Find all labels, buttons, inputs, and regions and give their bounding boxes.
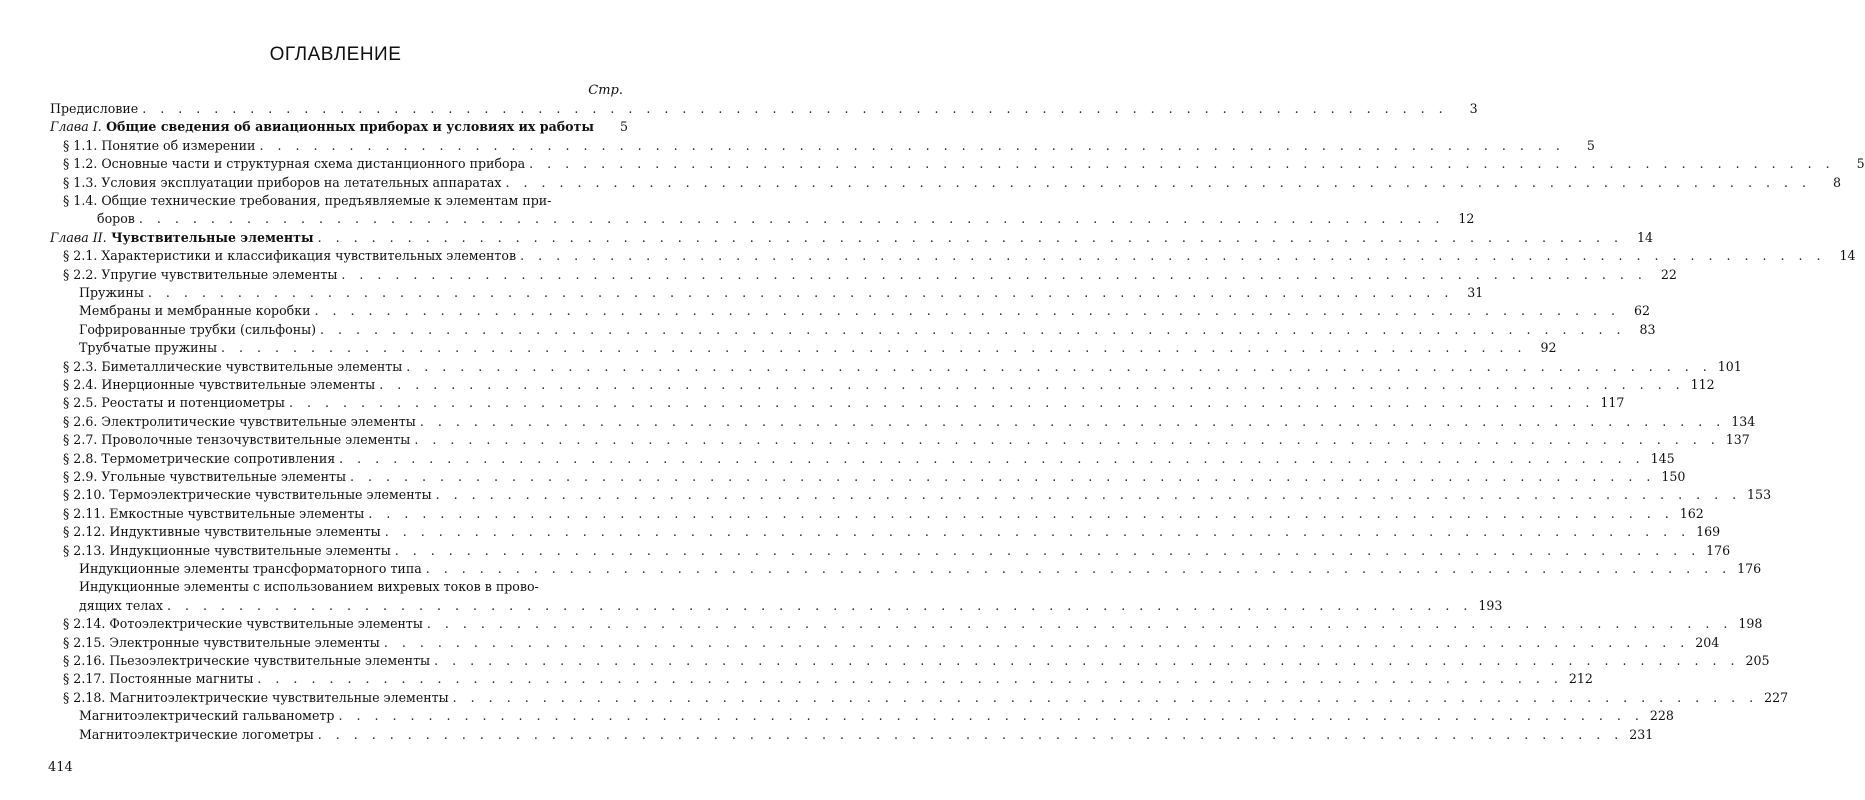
toc-entry <box>63 652 1770 670</box>
toc-entry-text: Индукционные элементы с использованием вихревых токов в прово- <box>79 579 539 595</box>
leader-dots: . . . . . . . . . . . . . . . . . . . . . . . . . . . . . . . . . . . . . . . . . . . . . . . . . . . . . . . . . . . . . . . . . . . . . . . . . <box>434 653 1740 668</box>
leader-dots: . . . . . . . . . . . . . . . . . . . . . . . . . . . . . . . . . . . . . . . . . . . . . . . . . . . . . . . . . . . . . . . . . . . . . . . . . <box>426 616 1733 632</box>
leader-dots: . . . . . . . . . . . . . . . . . . . . . . . . . . . . . . . . . . . . . . . . . . . . . . . . . . . . . . . . . . . . . . . . . . . . . . . . . <box>166 597 1473 613</box>
toc-entry-text: § 1.4. Общие технические требования, предъявляемые к элементам при- <box>63 193 552 208</box>
toc-entry-text: Чувствительные элементы <box>111 229 314 245</box>
toc-entry-text: § 2.13. Индукционные чувствительные элементы <box>63 542 391 558</box>
toc-page-number: 22 <box>1660 266 1677 282</box>
toc-entry-text: Магнитоэлектрический гальванометр <box>79 708 335 724</box>
toc-entry-text: § 2.3. Биметаллические чувствительные элементы <box>63 358 403 374</box>
toc-entry <box>63 486 1772 504</box>
leader-dots: . . . . . . . . . . . . . . . . . . . . . . . . . . . . . . . . . . . . . . . . . . . . . . . . . . . . . . . . . . . . . . . . . . . . . . . . . <box>368 505 1674 521</box>
toc-page-number: 101 <box>1717 358 1742 374</box>
toc-page-number: 14 <box>1637 229 1654 245</box>
toc-entry <box>79 707 1674 725</box>
leader-dots: . . . . . . . . . . . . . . . . . . . . . . . . . . . . . . . . . . . . . . . . . . . . . . . . . . . . . . . . . . . . . . . . . . . . . . . . . <box>338 708 1644 724</box>
leader-dots: . . . . . . . . . . . . . . . . . . . . . . . . . . . . . . . . . . . . . . . . . . . . . . . . . . . . . . . . . . . . . . . . . . . . . . . . . <box>529 156 1835 172</box>
toc-entry <box>63 394 1625 412</box>
leader-dots: . . . . . . . . . . . . . . . . . . . . . . . . . . . . . . . . . . . . . . . . . . . . . . . . . . . . . . . . . . . . . . . . . . . . . . . . . <box>320 321 1626 337</box>
toc-page-number: 204 <box>1695 634 1720 650</box>
toc-entry-text-cont: дящих телах <box>79 597 163 613</box>
toc-entry-text: Гофрированные трубки (сильфоны) <box>79 321 317 337</box>
toc-page-number: 8 <box>1832 174 1841 190</box>
toc-page-number: 5 <box>1856 156 1865 172</box>
leader-dots: . . . . . . . . . . . . . . . . . . . . . . . . . . . . . . . . . . . . . . . . . . . . . . . . . . . . . . . . . . . . . . . . . . . . . . . . . <box>435 487 1742 503</box>
toc-page-number: 153 <box>1747 487 1772 503</box>
toc-entry <box>79 560 1762 578</box>
chapter-label: Глава II. <box>50 229 107 245</box>
leader-dots: . . . . . . . . . . . . . . . . . . . . . . . . . . . . . . . . . . . . . . . . . . . . . . . . . . . . . . . . . . . . . . . . . . . . . . . . . <box>394 542 1701 558</box>
toc-entry <box>63 137 1595 155</box>
toc-page-number: 5 <box>1586 137 1595 153</box>
leader-dots: . . . . . . . . . . . . . . . . . . . . . . . . . . . . . . . . . . . . . . . . . . . . . . . . . . . . . . . . . . . . . . . . . . . . . . . . . <box>414 432 1720 448</box>
toc-entry-text: Индукционные элементы трансформаторного типа <box>79 561 422 576</box>
toc-page-number: 198 <box>1738 616 1763 632</box>
leader-dots: . . . . . . . . . . . . . . . . . . . . . . . . . . . . . . . . . . . . . . . . . . . . . . . . . . . . . . . . . . . . . . . . . . . . . . . . . <box>314 303 1620 319</box>
toc-entry-text: § 2.8. Термометрические сопротивления <box>63 450 336 466</box>
toc-entry <box>63 615 1763 633</box>
leader-dots: . . . . . . . . . . . . . . . . . . . . . . . . . . . . . . . . . . . . . . . . . . . . . . . . . . . . . . . . . . . . . . . . . . . . . . . . . <box>384 524 1691 540</box>
toc-entry <box>63 689 1789 707</box>
toc-entry-text: § 2.14. Фотоэлектрические чувствительные элементы <box>63 616 423 632</box>
leader-dots: . . . . . . . . . . . . . . . . . . . . . . . . . . . . . . . . . . . . . . . . . . . . . . . . . . . . . . . . . . . . . . . . . . . . . . . . . <box>341 266 1647 282</box>
toc-entry-text: § 2.4. Инерционные чувствительные элементы <box>63 377 376 392</box>
toc-page-number: 176 <box>1737 561 1762 576</box>
toc-entry <box>79 726 1654 744</box>
toc-entry <box>50 229 1654 247</box>
toc-entry <box>63 266 1677 284</box>
toc-entry-text: § 1.1. Понятие об измерении <box>63 137 256 153</box>
toc-entry-text: Пружины <box>79 285 144 300</box>
toc-entry-text: § 2.17. Постоянные магниты <box>63 671 254 687</box>
toc-entry-text: Трубчатые пружины <box>79 340 217 356</box>
toc-entry <box>63 450 1675 468</box>
toc-entry <box>63 413 1756 431</box>
toc-page-number: 14 <box>1839 248 1856 264</box>
toc-entry-text: § 2.6. Электролитические чувствительные элементы <box>63 413 416 429</box>
leader-dots: . . . . . . . . . . . . . . . . . . . . . . . . . . . . . . . . . . . . . . . . . . . . . . . . . . . . . . . . . . . . . . . . . . . . . . . . . <box>142 101 1448 116</box>
toc-entry-text: § 1.2. Основные части и структурная схема дистанционного прибора <box>63 156 526 172</box>
leader-dots: . . . . . . . . . . . . . . . . . . . . . . . . . . . . . . . . . . . . . . . . . . . . . . . . . . . . . . . . . . . . . . . . . . . . . . . . . <box>520 248 1826 264</box>
page-column-label: Стр. <box>588 83 623 98</box>
toc-page-number: 193 <box>1478 597 1503 613</box>
leader-dots: . . . . . . . . . . . . . . . . . . . . . . . . . . . . . . . . . . . . . . . . . . . . . . . . . . . . . . . . . . . . . . . . . . . . . . . . . <box>425 561 1732 576</box>
toc-entry-text: Предисловие <box>50 101 139 116</box>
page-number: 414 <box>48 760 73 775</box>
toc-entry <box>63 542 1731 560</box>
toc-page-number: 117 <box>1600 395 1625 411</box>
toc-page-number: 31 <box>1467 285 1484 300</box>
toc-entry-text: § 1.3. Условия эксплуатации приборов на летательных аппаратах <box>63 174 502 190</box>
chapter-label: Глава I. <box>50 119 102 135</box>
toc-entry-text: § 2.16. Пьезоэлектрические чувствительные элементы <box>63 653 431 668</box>
toc-entry-text: Магнитоэлектрические логометры <box>79 726 314 742</box>
toc-page-number: 212 <box>1568 671 1593 687</box>
toc-entry <box>63 155 1865 173</box>
toc-entry-text: § 2.12. Индуктивные чувствительные элементы <box>63 524 381 540</box>
leader-dots: . . . . . . . . . . . . . . . . . . . . . . . . . . . . . . . . . . . . . . . . . . . . . . . . . . . . . . . . . . . . . . . . . . . . . . . . . <box>221 340 1527 356</box>
toc-entry-text: § 2.5. Реостаты и потенциометры <box>63 395 285 411</box>
toc-page-number: 12 <box>1458 211 1475 227</box>
toc-entry <box>63 468 1686 486</box>
toc-entry-text: § 2.11. Емкостные чувствительные элементы <box>63 505 365 521</box>
toc-page-number: 150 <box>1661 469 1686 484</box>
leader-dots: . . . . . . . . . . . . . . . . . . . . . . . . . . . . . . . . . . . . . . . . . . . . . . . . . . . . . . . . . . . . . . . . . . . . . . . . . <box>288 395 1595 411</box>
toc-page-number: 92 <box>1540 340 1557 356</box>
toc-page-number: 62 <box>1633 303 1650 319</box>
leader-dots: . . . . . . . . . . . . . . . . . . . . . . . . . . . . . . . . . . . . . . . . . . . . . . . . . . . . . . . . . . . . . . . . . . . . . . . . . <box>505 174 1811 190</box>
toc-page-number: 137 <box>1725 432 1750 448</box>
toc-page-number: 227 <box>1764 689 1789 705</box>
leader-dots: . . . . . . . . . . . . . . . . . . . . . . . . . . . . . . . . . . . . . . . . . . . . . . . . . . . . . . . . . . . . . . . . . . . . . . . . . <box>147 285 1454 300</box>
toc-entry <box>63 431 1750 449</box>
toc-page-number: 3 <box>1469 101 1478 116</box>
toc-page-number: 231 <box>1629 726 1654 742</box>
toc-entry <box>79 284 1484 302</box>
leader-dots: . . . . . . . . . . . . . . . . . . . . . . . . . . . . . . . . . . . . . . . . . . . . . . . . . . . . . . . . . . . . . . . . . . . . . . . . . <box>406 358 1712 374</box>
toc-entry-text: § 2.7. Проволочные тензочувствительные элементы <box>63 432 411 448</box>
toc-entry-text: § 2.15. Электронные чувствительные элементы <box>63 634 380 650</box>
leader-dots: . . . . . . . . . . . . . . . . . . . . . . . . . . . . . . . . . . . . . . . . . . . . . . . . . . . . . . . . . . . . . . . . . . . . . . . . . <box>452 689 1759 705</box>
toc-entry-line1 <box>63 192 551 210</box>
toc-page-number: 169 <box>1696 524 1721 540</box>
page-title: ОГЛАВЛЕНИЕ <box>269 44 402 65</box>
toc-page-number: 83 <box>1639 321 1656 337</box>
toc-page-number: 205 <box>1745 653 1770 668</box>
leader-dots: . . . . . . . . . . . . . . . . . . . . . . . . . . . . . . . . . . . . . . . . . . . . . . . . . . . . . . . . . . . . . . . . . . . . . . . . . <box>257 671 1563 687</box>
leader-dots: . . . . . . . . . . . . . . . . . . . . . . . . . . . . . . . . . . . . . . . . . . . . . . . . . . . . . . . . . . . . . . . . . . . . . . . . . <box>339 450 1645 466</box>
leader-dots: . . . . . . . . . . . . . . . . . . . . . . . . . . . . . . . . . . . . . . . . . . . . . . . . . . . . . . . . . . . . . . . . . . . . . . . . . <box>317 229 1624 245</box>
toc-entry-text: § 2.9. Угольные чувствительные элементы <box>63 469 346 484</box>
toc-entry-text: § 2.2. Упругие чувствительные элементы <box>63 266 338 282</box>
toc-entry-text-cont: боров <box>97 211 135 227</box>
toc-page-number: 112 <box>1690 377 1715 392</box>
toc-page-number: 145 <box>1650 450 1675 466</box>
toc-page-number: 5 <box>619 119 628 135</box>
toc-entry <box>79 339 1557 357</box>
toc-entry <box>63 247 1856 265</box>
toc-entry-text: Мембраны и мембранные коробки <box>79 303 311 319</box>
toc-entry <box>63 523 1721 541</box>
toc-entry-text: § 2.18. Магнитоэлектрические чувствительные элементы <box>63 689 449 705</box>
leader-dots: . . . . . . . . . . . . . . . . . . . . . . . . . . . . . . . . . . . . . . . . . . . . . . . . . . . . . . . . . . . . . . . . . . . . . . . . . <box>259 137 1565 153</box>
toc-entry <box>79 302 1650 320</box>
leader-dots: . . . . . . . . . . . . . . . . . . . . . . . . . . . . . . . . . . . . . . . . . . . . . . . . . . . . . . . . . . . . . . . . . . . . . . . . . <box>379 377 1685 392</box>
leader-dots: . . . . . . . . . . . . . . . . . . . . . . . . . . . . . . . . . . . . . . . . . . . . . . . . . . . . . . . . . . . . . . . . . . . . . . . . . <box>138 211 1445 227</box>
toc-entry-text: Общие сведения об авиационных приборах и условиях их работы <box>106 119 594 135</box>
toc-entry-text: § 2.1. Характеристики и классификация чувствительных элементов <box>63 248 517 264</box>
toc-entry <box>63 210 1475 228</box>
toc-entry <box>63 634 1720 652</box>
toc-page-number: 176 <box>1706 542 1731 558</box>
toc-entry <box>50 118 628 136</box>
leader-dots: . . . . . . . . . . . . . . . . . . . . . . . . . . . . . . . . . . . . . . . . . . . . . . . . . . . . . . . . . . . . . . . . . . . . . . . . . <box>419 413 1726 429</box>
toc-entry <box>79 321 1656 339</box>
leader-dots: . . . . . . . . . . . . . . . . . . . . . . . . . . . . . . . . . . . . . . . . . . . . . . . . . . . . . . . . . . . . . . . . . . . . . . . . . <box>349 469 1656 484</box>
toc-entry <box>63 505 1704 523</box>
toc-page-number: 162 <box>1679 505 1704 521</box>
toc-page-number: 134 <box>1731 413 1756 429</box>
toc-page-number: 228 <box>1649 708 1674 724</box>
toc-entry-line1 <box>79 578 539 596</box>
toc-entry <box>63 174 1841 192</box>
leader-dots: . . . . . . . . . . . . . . . . . . . . . . . . . . . . . . . . . . . . . . . . . . . . . . . . . . . . . . . . . . . . . . . . . . . . . . . . . <box>317 726 1624 742</box>
toc-entry <box>63 376 1715 394</box>
leader-dots: . . . . . . . . . . . . . . . . . . . . . . . . . . . . . . . . . . . . . . . . . . . . . . . . . . . . . . . . . . . . . . . . . . . . . . . . . <box>383 634 1690 650</box>
toc-entry-text: § 2.10. Термоэлектрические чувствительные элементы <box>63 487 432 503</box>
toc-entry <box>63 670 1593 688</box>
toc-entry <box>63 358 1742 376</box>
toc-entry <box>50 100 1478 118</box>
toc-entry <box>79 597 1503 615</box>
